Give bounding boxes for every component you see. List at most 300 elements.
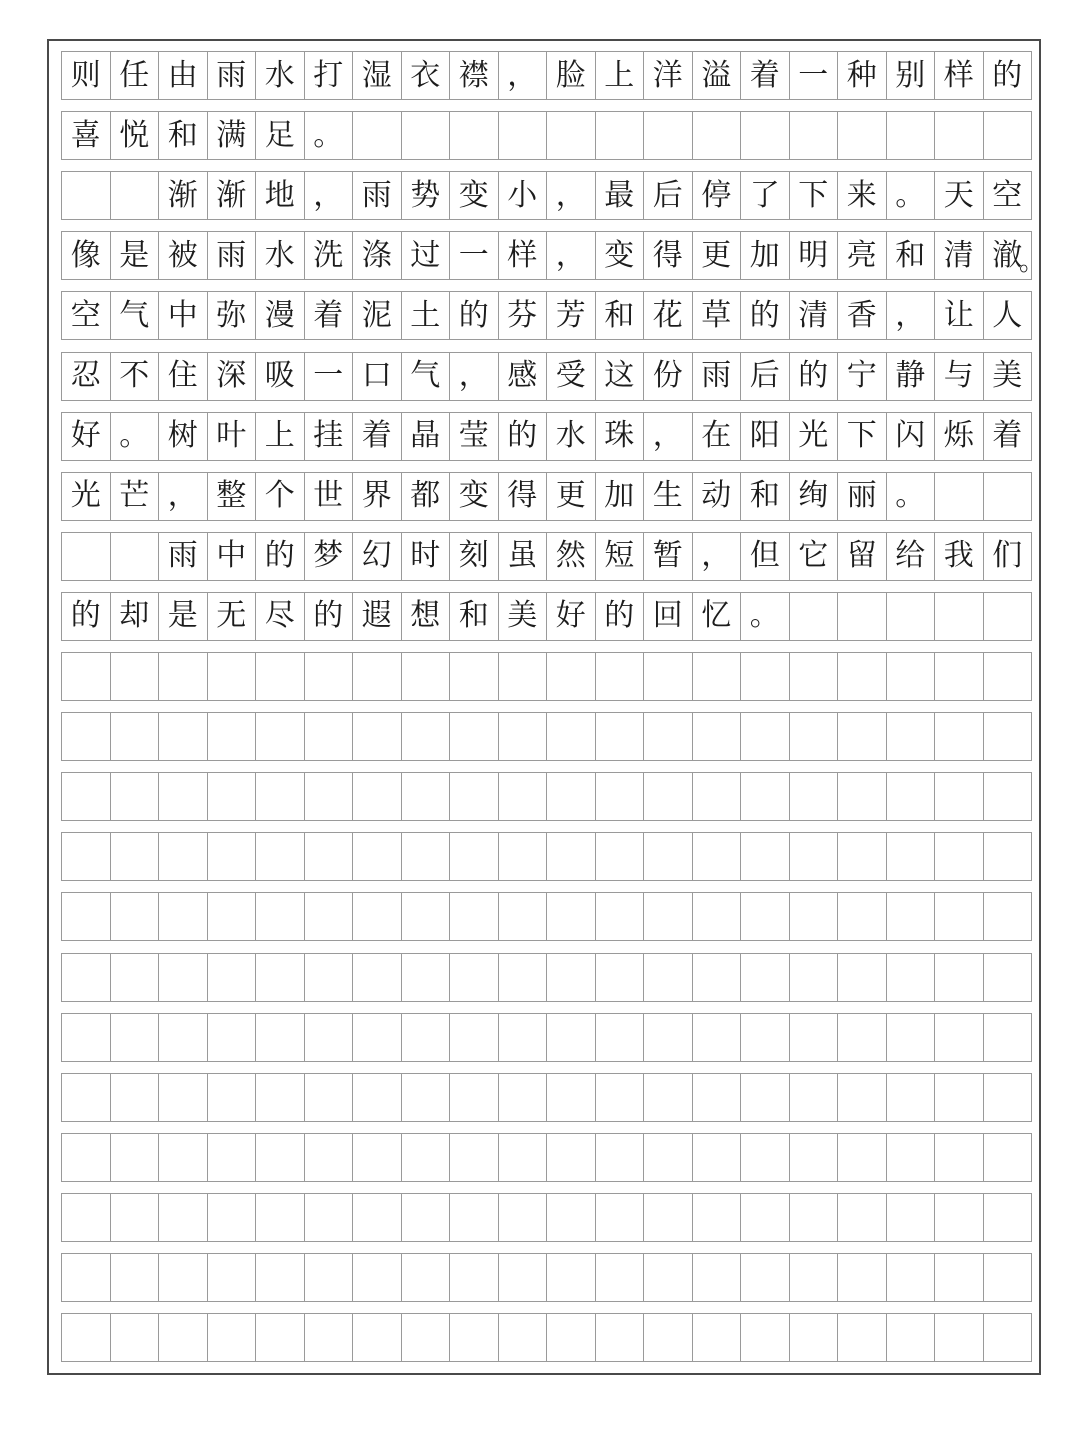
grid-cell: 却 <box>111 593 160 640</box>
grid-cell <box>547 112 596 159</box>
grid-cell: 的 <box>790 353 839 400</box>
grid-cell: 是 <box>111 232 160 279</box>
grid-cell <box>790 1014 839 1061</box>
grid-cell: 气 <box>402 353 451 400</box>
grid-cell <box>790 593 839 640</box>
grid-cell <box>644 773 693 820</box>
grid-cell <box>450 1314 499 1361</box>
grid-cell <box>62 893 111 940</box>
grid-cell <box>159 893 208 940</box>
grid-cell <box>159 833 208 880</box>
grid-cell <box>838 1074 887 1121</box>
grid-cell: 的 <box>741 292 790 339</box>
grid-cell <box>305 833 354 880</box>
grid-cell: 溢 <box>693 52 742 99</box>
grid-cell <box>693 112 742 159</box>
grid-cell <box>596 893 645 940</box>
grid-cell: 和 <box>159 112 208 159</box>
grid-cell <box>305 1314 354 1361</box>
grid-cell: ， <box>644 413 693 460</box>
grid-cell: 喜 <box>62 112 111 159</box>
grid-cell: 尽 <box>256 593 305 640</box>
grid-cell <box>450 713 499 760</box>
grid-cell <box>935 954 984 1001</box>
grid-cell: 丽 <box>838 473 887 520</box>
grid-cell <box>208 1014 257 1061</box>
grid-cell <box>256 713 305 760</box>
grid-cell <box>790 954 839 1001</box>
grid-cell <box>547 1314 596 1361</box>
grid-row <box>61 231 1045 280</box>
grid-cell: 得 <box>644 232 693 279</box>
grid-cell: 然 <box>547 533 596 580</box>
grid-cell: 深 <box>208 353 257 400</box>
grid-row <box>61 291 1032 340</box>
grid-cell <box>353 713 402 760</box>
grid-cell: 停 <box>693 172 742 219</box>
grid-cell: 回 <box>644 593 693 640</box>
grid-cell <box>984 1194 1032 1241</box>
grid-cell <box>62 172 111 219</box>
grid-cell <box>450 1134 499 1181</box>
grid-cell: 不 <box>111 353 160 400</box>
grid-cell <box>547 893 596 940</box>
grid-cell: 留 <box>838 533 887 580</box>
grid-cell <box>644 1014 693 1061</box>
grid-cell: 湿 <box>353 52 402 99</box>
grid-cell <box>838 833 887 880</box>
grid-cell <box>305 954 354 1001</box>
grid-row <box>61 1193 1032 1242</box>
grid-cell: 变 <box>450 473 499 520</box>
grid-cell <box>790 653 839 700</box>
grid-cell <box>887 112 936 159</box>
grid-cell: 草 <box>693 292 742 339</box>
grid-cell <box>887 1074 936 1121</box>
grid-cell <box>450 893 499 940</box>
grid-cell <box>547 1074 596 1121</box>
grid-cell: 整 <box>208 473 257 520</box>
grid-cell: 衣 <box>402 52 451 99</box>
grid-cell <box>596 1134 645 1181</box>
grid-cell <box>693 773 742 820</box>
grid-cell <box>111 653 160 700</box>
grid-cell <box>984 893 1032 940</box>
grid-cell <box>256 954 305 1001</box>
grid-cell <box>62 653 111 700</box>
grid-cell: ， <box>159 473 208 520</box>
grid-cell: 梦 <box>305 533 354 580</box>
grid-cell <box>353 1134 402 1181</box>
grid-cell <box>499 954 548 1001</box>
grid-cell <box>305 1194 354 1241</box>
grid-cell: 芬 <box>499 292 548 339</box>
grid-cell: 住 <box>159 353 208 400</box>
grid-row <box>61 652 1032 701</box>
grid-cell: 着 <box>353 413 402 460</box>
grid-cell <box>305 1074 354 1121</box>
grid-cell <box>159 653 208 700</box>
grid-cell <box>644 1194 693 1241</box>
grid-cell: 泥 <box>353 292 402 339</box>
grid-cell <box>887 593 936 640</box>
grid-cell: 雨 <box>208 52 257 99</box>
grid-cell <box>790 1314 839 1361</box>
grid-cell <box>887 1134 936 1181</box>
grid-cell: 后 <box>741 353 790 400</box>
grid-cell <box>693 954 742 1001</box>
grid-cell: 虽 <box>499 533 548 580</box>
grid-cell: 们 <box>992 538 1023 574</box>
grid-cell: 别 <box>887 52 936 99</box>
grid-cell: 澈 。 <box>992 237 1045 278</box>
grid-cell <box>887 1314 936 1361</box>
grid-cell <box>887 653 936 700</box>
grid-cell: 种 <box>838 52 887 99</box>
grid-cell: 静 <box>887 353 936 400</box>
grid-row <box>61 1013 1032 1062</box>
grid-cell <box>208 1074 257 1121</box>
grid-cell <box>547 1254 596 1301</box>
grid-cell: 我 <box>935 533 984 580</box>
grid-cell: 动 <box>693 473 742 520</box>
grid-row <box>61 1073 1032 1122</box>
grid-cell <box>935 112 984 159</box>
grid-cell <box>790 1074 839 1121</box>
grid-cell: 想 <box>402 593 451 640</box>
grid-cell <box>256 1134 305 1181</box>
grid-cell: 悦 <box>111 112 160 159</box>
grid-cell: 足 <box>256 112 305 159</box>
grid-cell <box>596 713 645 760</box>
grid-cell <box>644 1254 693 1301</box>
grid-cell <box>741 1074 790 1121</box>
grid-cell <box>62 954 111 1001</box>
grid-cell <box>790 773 839 820</box>
grid-cell <box>256 1014 305 1061</box>
grid-cell <box>499 1014 548 1061</box>
grid-cell <box>111 713 160 760</box>
grid-cell <box>450 1254 499 1301</box>
grid-cell: 阳 <box>741 413 790 460</box>
grid-cell <box>62 713 111 760</box>
overflow-punctuation: 。 <box>1018 247 1045 278</box>
grid-row <box>61 832 1032 881</box>
grid-cell: 水 <box>256 232 305 279</box>
grid-cell <box>353 112 402 159</box>
grid-cell <box>111 1134 160 1181</box>
grid-cell: 的 <box>256 533 305 580</box>
grid-cell: 渐 <box>159 172 208 219</box>
grid-cell: 下 <box>790 172 839 219</box>
grid-cell: 光 <box>790 413 839 460</box>
grid-cell: 好 <box>62 413 111 460</box>
grid-cell: 渐 <box>208 172 257 219</box>
grid-cell <box>62 1254 111 1301</box>
grid-cell <box>208 893 257 940</box>
grid-cell <box>353 833 402 880</box>
grid-cell <box>450 112 499 159</box>
grid-cell <box>644 833 693 880</box>
grid-cell <box>644 713 693 760</box>
grid-cell: 份 <box>644 353 693 400</box>
grid-cell <box>838 1314 887 1361</box>
grid-cell: 水 <box>256 52 305 99</box>
grid-row <box>61 472 1032 521</box>
grid-cell <box>887 893 936 940</box>
grid-cell: 幻 <box>353 533 402 580</box>
grid-cell: 天 <box>935 172 984 219</box>
grid-cell <box>741 713 790 760</box>
grid-cell <box>693 1314 742 1361</box>
grid-cell <box>741 1014 790 1061</box>
grid-cell: 过 <box>402 232 451 279</box>
grid-cell <box>111 172 160 219</box>
grid-cell <box>547 653 596 700</box>
grid-cell <box>644 112 693 159</box>
grid-cell <box>62 1134 111 1181</box>
grid-cell: 的 <box>499 413 548 460</box>
grid-cell <box>305 773 354 820</box>
grid-cell: 后 <box>644 172 693 219</box>
grid-row <box>61 171 1032 220</box>
grid-cell <box>499 1134 548 1181</box>
grid-cell: 个 <box>256 473 305 520</box>
grid-cell: 的 <box>62 593 111 640</box>
grid-cell: 烁 <box>935 413 984 460</box>
grid-cell: 雨 <box>353 172 402 219</box>
grid-cell: 加 <box>741 232 790 279</box>
grid-cell <box>887 954 936 1001</box>
grid-cell <box>935 473 984 520</box>
grid-cell <box>62 1194 111 1241</box>
grid-cell <box>547 773 596 820</box>
grid-cell <box>596 833 645 880</box>
grid-row <box>61 1133 1032 1182</box>
grid-cell <box>935 833 984 880</box>
grid-cell: 芳 <box>547 292 596 339</box>
grid-cell <box>159 1314 208 1361</box>
grid-cell: 和 <box>887 232 936 279</box>
grid-cell <box>838 713 887 760</box>
grid-cell <box>353 653 402 700</box>
grid-cell: 空 <box>62 292 111 339</box>
grid-cell <box>935 713 984 760</box>
grid-cell <box>208 833 257 880</box>
grid-cell <box>887 1254 936 1301</box>
grid-cell <box>693 1074 742 1121</box>
grid-row <box>61 412 1032 461</box>
grid-row <box>61 1253 1032 1302</box>
grid-cell: 晶 <box>402 413 451 460</box>
grid-cell <box>596 773 645 820</box>
grid-cell <box>450 954 499 1001</box>
grid-row <box>61 111 1032 160</box>
grid-cell <box>208 713 257 760</box>
grid-cell <box>499 1194 548 1241</box>
grid-cell <box>741 954 790 1001</box>
grid-cell <box>111 533 160 580</box>
grid-cell <box>644 1134 693 1181</box>
grid-cell: 着 <box>305 292 354 339</box>
grid-cell <box>838 1014 887 1061</box>
grid-cell: 这 <box>596 353 645 400</box>
grid-cell <box>256 773 305 820</box>
grid-cell <box>741 1314 790 1361</box>
grid-cell <box>450 1014 499 1061</box>
grid-cell: 来 <box>838 172 887 219</box>
grid-cell <box>450 1194 499 1241</box>
grid-cell: 吸 <box>256 353 305 400</box>
grid-cell: 中 <box>208 533 257 580</box>
grid-cell: ， <box>887 292 936 339</box>
grid-cell <box>353 1194 402 1241</box>
grid-cell <box>402 773 451 820</box>
grid-cell <box>644 1314 693 1361</box>
grid-cell: 但 <box>741 533 790 580</box>
grid-cell <box>159 1194 208 1241</box>
grid-cell <box>499 1314 548 1361</box>
grid-cell <box>111 1014 160 1061</box>
grid-cell: 美 <box>499 593 548 640</box>
grid-cell: 雨 <box>159 533 208 580</box>
grid-cell: 明 <box>790 232 839 279</box>
grid-cell <box>402 954 451 1001</box>
grid-cell <box>693 653 742 700</box>
grid-cell <box>159 1014 208 1061</box>
grid-cell <box>159 713 208 760</box>
grid-cell <box>111 833 160 880</box>
grid-cell <box>305 653 354 700</box>
grid-cell <box>159 1074 208 1121</box>
grid-cell <box>935 653 984 700</box>
grid-cell: 。 <box>741 593 790 640</box>
grid-cell <box>208 1194 257 1241</box>
grid-cell <box>111 1074 160 1121</box>
grid-cell <box>596 112 645 159</box>
grid-cell <box>790 1134 839 1181</box>
grid-cell: 宁 <box>838 353 887 400</box>
grid-cell <box>450 653 499 700</box>
grid-cell: 洋 <box>644 52 693 99</box>
grid-cell <box>305 1134 354 1181</box>
grid-cell <box>208 954 257 1001</box>
grid-cell: 弥 <box>208 292 257 339</box>
grid-cell <box>935 773 984 820</box>
grid-cell <box>838 954 887 1001</box>
manuscript-sheet <box>47 39 1045 1375</box>
grid-cell: 香 <box>838 292 887 339</box>
grid-cell <box>402 893 451 940</box>
grid-cell <box>984 1254 1032 1301</box>
grid-cell <box>402 713 451 760</box>
grid-cell <box>111 1314 160 1361</box>
grid-cell: 了 <box>741 172 790 219</box>
grid-cell <box>596 1194 645 1241</box>
grid-cell <box>693 713 742 760</box>
grid-cell: 。 <box>887 473 936 520</box>
grid-cell: 被 <box>159 232 208 279</box>
grid-cell <box>305 1014 354 1061</box>
grid-cell <box>499 713 548 760</box>
grid-cell: 感 <box>499 353 548 400</box>
grid-cell: 加 <box>596 473 645 520</box>
grid-cell <box>838 1134 887 1181</box>
grid-cell <box>984 833 1032 880</box>
grid-cell <box>838 593 887 640</box>
grid-cell: 地 <box>256 172 305 219</box>
grid-cell: ， <box>305 172 354 219</box>
grid-cell: 像 <box>62 232 111 279</box>
grid-cell <box>159 954 208 1001</box>
grid-cell <box>935 1254 984 1301</box>
grid-cell: 着 <box>741 52 790 99</box>
grid-cell: 短 <box>596 533 645 580</box>
grid-cell: 的 <box>992 57 1023 93</box>
grid-cell <box>450 1074 499 1121</box>
grid-cell: 。 <box>305 112 354 159</box>
grid-cell: 是 <box>159 593 208 640</box>
grid-cell: 它 <box>790 533 839 580</box>
grid-cell <box>402 833 451 880</box>
grid-cell <box>596 1314 645 1361</box>
grid-cell <box>984 653 1032 700</box>
grid-cell: 涤 <box>353 232 402 279</box>
grid-row <box>61 592 1032 641</box>
grid-cell: 清 <box>790 292 839 339</box>
grid-cell <box>887 833 936 880</box>
grid-cell <box>644 1074 693 1121</box>
grid-cell: 暂 <box>644 533 693 580</box>
grid-row <box>61 772 1032 821</box>
grid-cell <box>256 653 305 700</box>
grid-cell: 变 <box>450 172 499 219</box>
grid-cell: 受 <box>547 353 596 400</box>
grid-cell: 上 <box>596 52 645 99</box>
grid-cell: 满 <box>208 112 257 159</box>
grid-cell <box>62 1074 111 1121</box>
grid-cell: 让 <box>935 292 984 339</box>
grid-cell: 好 <box>547 593 596 640</box>
grid-cell <box>159 773 208 820</box>
grid-cell <box>208 1254 257 1301</box>
grid-cell <box>111 1254 160 1301</box>
grid-cell <box>887 713 936 760</box>
grid-cell <box>596 1014 645 1061</box>
grid-row <box>61 352 1032 401</box>
grid-cell <box>693 893 742 940</box>
grid-cell <box>499 1074 548 1121</box>
grid-cell <box>499 893 548 940</box>
grid-cell <box>790 1254 839 1301</box>
grid-cell <box>838 112 887 159</box>
grid-cell <box>208 1134 257 1181</box>
grid-cell: 漫 <box>256 292 305 339</box>
grid-cell: 挂 <box>305 413 354 460</box>
grid-row <box>61 953 1032 1002</box>
grid-cell <box>62 533 111 580</box>
grid-cell <box>256 1254 305 1301</box>
grid-cell <box>887 1014 936 1061</box>
grid-cell: 人 <box>992 297 1023 333</box>
grid-cell <box>353 1314 402 1361</box>
grid-cell <box>790 112 839 159</box>
grid-cell <box>741 773 790 820</box>
grid-cell: 脸 <box>547 52 596 99</box>
grid-cell: 小 <box>499 172 548 219</box>
grid-cell <box>984 1074 1032 1121</box>
grid-cell <box>450 773 499 820</box>
